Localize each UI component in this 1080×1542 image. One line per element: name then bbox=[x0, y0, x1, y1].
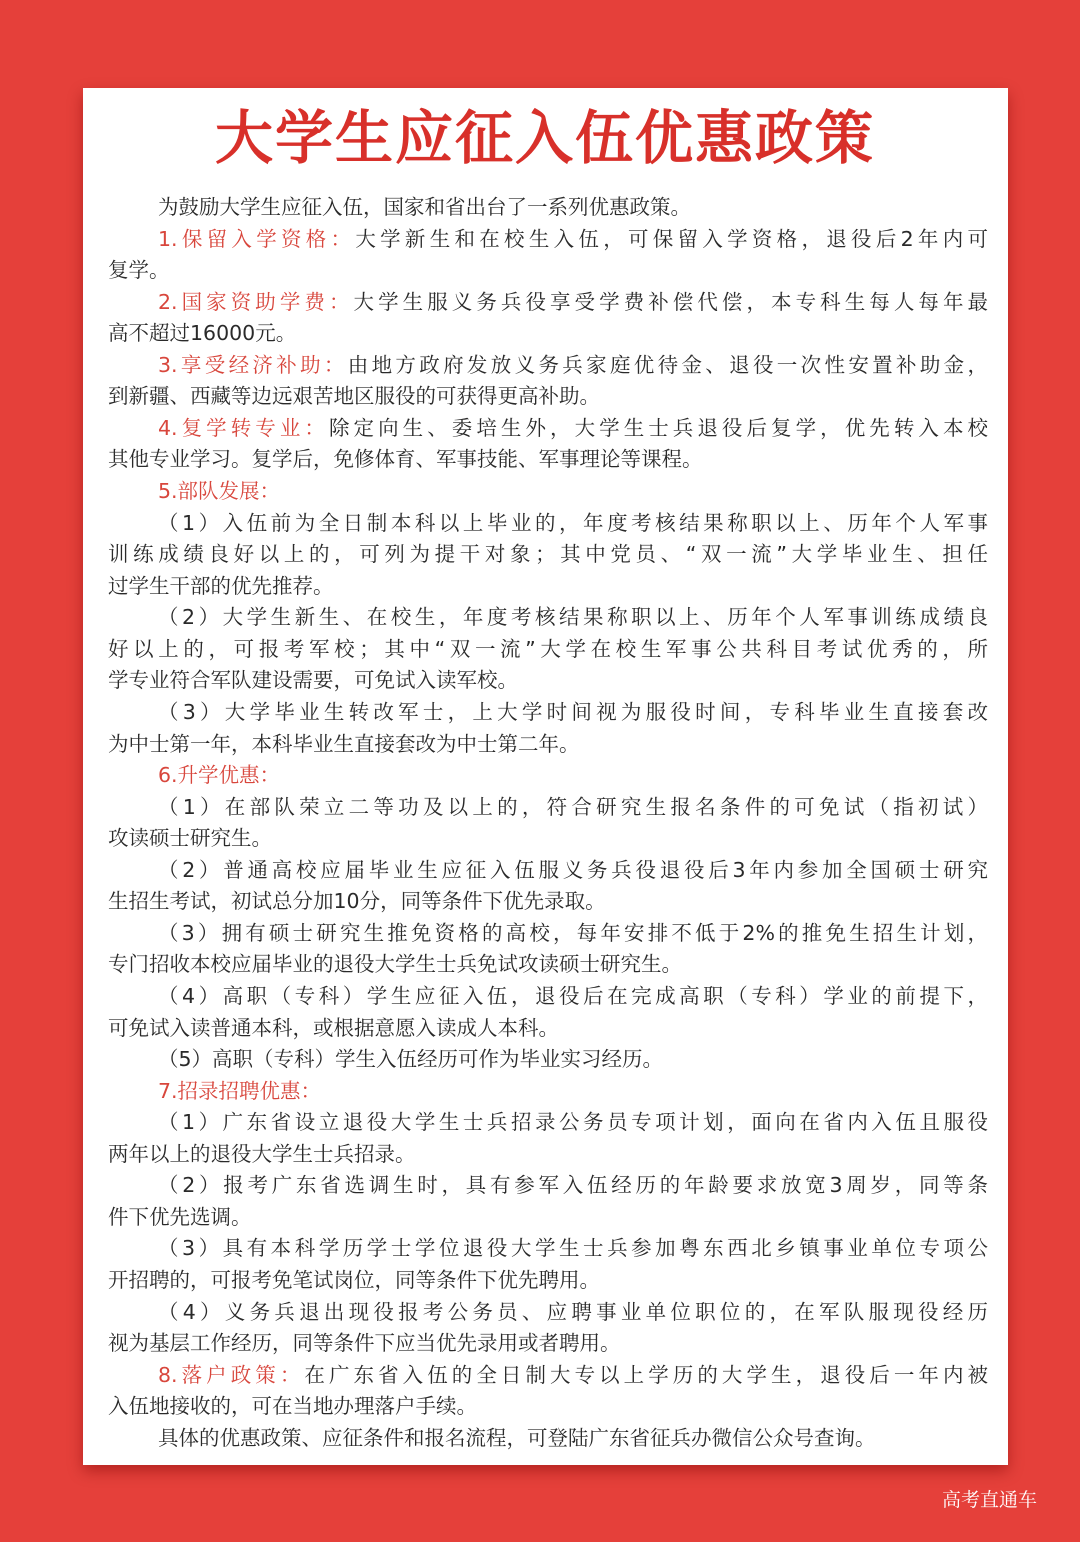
paragraph-text: 大学生服义务兵役享受学费补偿代偿，本专科生每人每年最 bbox=[353, 289, 988, 314]
paragraph-text: 学专业符合军队建设需要，可免试入读军校。 bbox=[108, 668, 518, 693]
paragraph-line bbox=[158, 1233, 988, 1264]
paragraph-text: 为鼓励大学生应征入伍，国家和省出台了一系列优惠政策。 bbox=[158, 195, 691, 219]
paragraph-text: 到新疆、西藏等边远艰苦地区服役的可获得更高补助。 bbox=[108, 384, 600, 409]
paragraph-line bbox=[158, 1360, 988, 1391]
paragraph-text: 其他专业学习。复学后，免修体育、军事技能、军事理论等课程。 bbox=[108, 447, 703, 472]
paragraph-text: 开招聘的，可报考免笔试岗位，同等条件下优先聘用。 bbox=[108, 1268, 600, 1293]
paragraph-text: 专门招收本校应届毕业的退役大学生士兵免试攻读硕士研究生。 bbox=[108, 952, 682, 977]
section-heading: 4.复学转专业： bbox=[158, 415, 329, 440]
paragraph-line bbox=[158, 792, 988, 823]
section-heading: 2.国家资助学费： bbox=[158, 289, 354, 314]
paragraph-line bbox=[108, 381, 988, 412]
paragraph-line bbox=[158, 1297, 988, 1328]
paragraph-text: （5）高职（专科）学生入伍经历可作为毕业实习经历。 bbox=[158, 1047, 664, 1072]
paragraph-line bbox=[158, 981, 988, 1012]
paragraph-text: 训练成绩良好以上的，可列为提干对象；其中党员、“双一流”大学毕业生、担任 bbox=[108, 542, 988, 567]
paragraph-line bbox=[108, 729, 988, 760]
paragraph-line bbox=[108, 1391, 988, 1422]
paragraph-line bbox=[158, 350, 988, 381]
paragraph-text: 过学生干部的优先推荐。 bbox=[108, 573, 334, 598]
paragraph-text: （3）具有本科学历学士学位退役大学生士兵参加粤东西北乡镇事业单位专项公 bbox=[158, 1236, 988, 1261]
paragraph-text: 高不超过16000元。 bbox=[108, 321, 297, 346]
paragraph-line bbox=[158, 1044, 988, 1075]
paragraph-line bbox=[108, 886, 988, 917]
paragraph-text: 件下优先选调。 bbox=[108, 1204, 252, 1229]
watermark: 高考直通车 bbox=[942, 1489, 1038, 1511]
paragraph-text: （1）广东省设立退役大学生士兵招录公务员专项计划，面向在省内入伍且服役 bbox=[158, 1110, 988, 1135]
paragraph-text: 两年以上的退役大学生士兵招录。 bbox=[108, 1141, 416, 1166]
paragraph-line bbox=[158, 918, 988, 949]
paragraph-text: （1）入伍前为全日制本科以上毕业的，年度考核结果称职以上、历年个人军事 bbox=[158, 510, 988, 535]
paragraph-text: （2）普通高校应届毕业生应征入伍服义务兵役退役后3年内参加全国硕士研究 bbox=[158, 857, 988, 882]
paragraph-line bbox=[158, 413, 988, 444]
paragraph-text: 为中士第一年，本科毕业生直接套改为中士第二年。 bbox=[108, 731, 580, 756]
paragraph-line bbox=[108, 1202, 988, 1233]
paragraph-line bbox=[108, 665, 988, 696]
paragraph-text: （4）义务兵退出现役报考公务员、应聘事业单位职位的，在军队服现役经历 bbox=[158, 1299, 988, 1324]
paragraph-text: 生招生考试，初试总分加10分，同等条件下优先录取。 bbox=[108, 889, 606, 914]
paragraph-text: 入伍地接收的，可在当地办理落户手续。 bbox=[108, 1394, 477, 1419]
paragraph-text: 可免试入读普通本科，或根据意愿入读成人本科。 bbox=[108, 1015, 559, 1040]
paragraph-text: 大学新生和在校生入伍，可保留入学资格，退役后2年内可 bbox=[355, 226, 988, 251]
section-heading: 5.部队发展： bbox=[158, 479, 281, 504]
paragraph-line bbox=[108, 949, 988, 980]
paragraph-text: （3）大学毕业生转改军士，上大学时间视为服役时间，专科毕业生直接套改 bbox=[158, 699, 988, 724]
paragraph-text: （4）高职（专科）学生应征入伍，退役后在完成高职（专科）学业的前提下， bbox=[158, 984, 988, 1008]
paragraph-text: 好以上的，可报考军校；其中“双一流”大学在校生军事公共科目考试优秀的，所 bbox=[108, 636, 988, 661]
paragraph-line bbox=[158, 287, 988, 318]
paragraph-line bbox=[158, 192, 988, 223]
paragraph-line bbox=[158, 697, 988, 728]
paragraph-line bbox=[108, 1265, 988, 1296]
paragraph-text: （3）拥有硕士研究生推免资格的高校，每年安排不低于2%的推免生招生计划， bbox=[158, 920, 988, 945]
paragraph-text: 视为基层工作经历，同等条件下应当优先录用或者聘用。 bbox=[108, 1331, 621, 1356]
paragraph-line bbox=[108, 1139, 988, 1170]
paragraph-line bbox=[158, 760, 988, 791]
paragraph-line bbox=[108, 571, 988, 602]
paragraph-line bbox=[158, 224, 988, 255]
section-heading: 6.升学优惠： bbox=[158, 763, 281, 788]
paragraph-line bbox=[108, 1328, 988, 1359]
paragraph-text: （2）大学生新生、在校生，年度考核结果称职以上、历年个人军事训练成绩良 bbox=[158, 605, 988, 630]
paragraph-text: 由地方政府发放义务兵家庭优待金、退役一次性安置补助金， bbox=[347, 352, 988, 377]
section-heading: 1.保留入学资格： bbox=[158, 226, 356, 251]
paragraph-text: 除定向生、委培生外，大学生士兵退役后复学，优先转入本校 bbox=[328, 415, 989, 440]
paragraph-line bbox=[108, 444, 988, 475]
paragraph-line bbox=[158, 602, 988, 633]
paragraph-text: （1）在部队荣立二等功及以上的，符合研究生报名条件的可免试（指初试） bbox=[158, 794, 988, 819]
paragraph-text: 复学。 bbox=[108, 258, 170, 283]
paragraph-line bbox=[108, 255, 988, 286]
paragraph-line bbox=[108, 823, 988, 854]
paragraph-line bbox=[158, 508, 988, 539]
page-title: 大学生应征入伍优惠政策 bbox=[214, 104, 875, 172]
paragraph-line bbox=[158, 1170, 988, 1201]
paragraph-text: （2）报考广东省选调生时，具有参军入伍经历的年龄要求放宽3周岁，同等条 bbox=[158, 1173, 988, 1198]
paragraph-line bbox=[108, 539, 988, 570]
paragraph-line bbox=[158, 855, 988, 886]
paragraph-line bbox=[158, 476, 988, 507]
paragraph-line bbox=[158, 1107, 988, 1138]
section-heading: 7.招录招聘优惠： bbox=[158, 1078, 322, 1103]
paragraph-text: 攻读硕士研究生。 bbox=[108, 826, 272, 851]
paragraph-line bbox=[108, 634, 988, 665]
section-heading: 8.落户政策： bbox=[158, 1362, 305, 1387]
paragraph-text: 具体的优惠政策、应征条件和报名流程，可登陆广东省征兵办微信公众号查询。 bbox=[158, 1425, 876, 1450]
paragraph-line bbox=[108, 1013, 988, 1044]
paragraph-text: 在广东省入伍的全日制大专以上学历的大学生，退役后一年内被 bbox=[304, 1362, 989, 1387]
paragraph-line bbox=[108, 318, 988, 349]
paragraph-line bbox=[158, 1423, 988, 1454]
section-heading: 3.享受经济补助： bbox=[158, 352, 348, 377]
paragraph-line bbox=[158, 1076, 988, 1107]
